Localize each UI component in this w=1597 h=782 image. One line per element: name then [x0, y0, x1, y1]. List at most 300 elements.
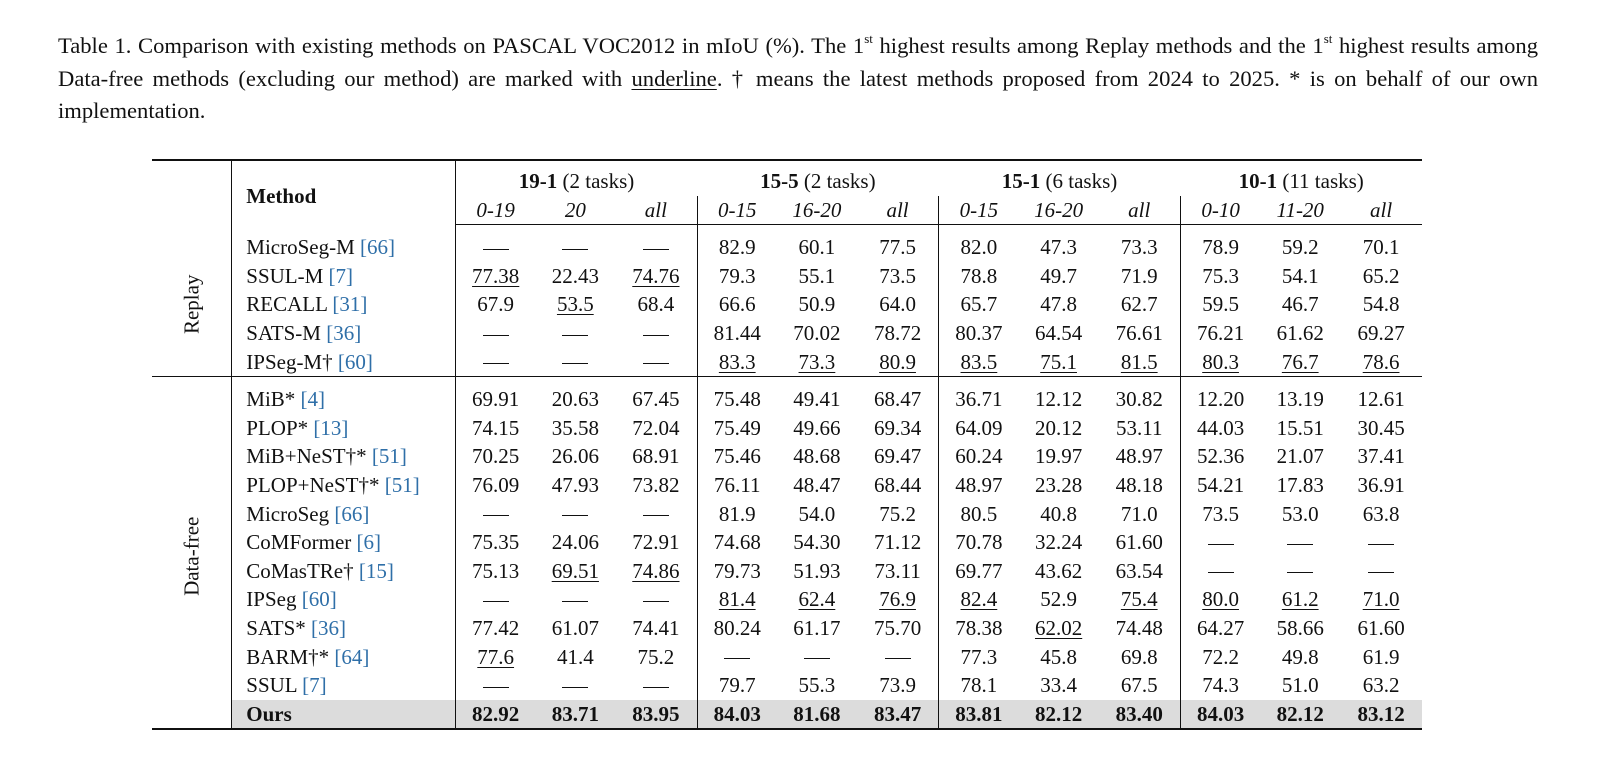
- cell-value: 54.30: [793, 530, 841, 555]
- cell-value: 84.03: [1196, 701, 1245, 726]
- cell-value: 74.41: [632, 615, 680, 640]
- citation-link[interactable]: [13]: [313, 415, 349, 440]
- citation-link[interactable]: [66]: [334, 501, 370, 526]
- cell-value: 72.91: [632, 530, 680, 555]
- cell-value: 64.09: [955, 415, 1003, 440]
- cell-value: 67.45: [632, 387, 680, 412]
- table-cell: [455, 528, 535, 557]
- citation-link[interactable]: [15]: [358, 558, 394, 583]
- table-cell: [615, 557, 697, 586]
- cell-value: 60.1: [798, 235, 836, 260]
- table-cell: [1099, 700, 1181, 730]
- cell-value: 12.12: [1034, 387, 1083, 412]
- table-cell: [1340, 643, 1422, 672]
- table-cell: [1180, 290, 1260, 319]
- table-row: [152, 377, 1422, 414]
- header-col-19-1-all: all: [615, 196, 697, 225]
- table-cell: [857, 557, 939, 586]
- table-cell: [1099, 262, 1181, 291]
- cell-value: 69.47: [873, 444, 922, 469]
- cell-value: 48.97: [955, 472, 1003, 497]
- cell-value: 61.60: [1115, 530, 1163, 555]
- cell-value: 83.3: [718, 349, 756, 374]
- cell-value: 78.38: [955, 615, 1003, 640]
- cell-value: 67.9: [477, 292, 515, 317]
- group-label-replay: Replay: [152, 225, 232, 377]
- cell-value: 54.21: [1196, 472, 1245, 497]
- table-cell: [615, 348, 697, 377]
- table-cell: [615, 225, 697, 262]
- cell-value: 77.5: [879, 235, 916, 260]
- method-name: SSUL-M [7]: [232, 262, 456, 291]
- table-cell: [1260, 700, 1340, 730]
- table-cell: [615, 262, 697, 291]
- cell-value: 69.77: [955, 558, 1003, 583]
- dash-mark: [562, 363, 588, 364]
- cell-value: 80.9: [879, 349, 916, 374]
- table-cell: [1260, 348, 1340, 377]
- table-cell: [535, 557, 615, 586]
- cell-value: 78.9: [1202, 235, 1239, 260]
- table-cell: [1260, 377, 1340, 414]
- table-row: [152, 671, 1422, 700]
- cell-value: 61.60: [1357, 615, 1405, 640]
- table-cell: [1260, 557, 1340, 586]
- table-cell: [697, 557, 777, 586]
- cell-value: 80.37: [955, 320, 1003, 345]
- dash-mark: [483, 363, 509, 364]
- table-cell: [455, 671, 535, 700]
- table-cell: [857, 500, 939, 529]
- citation-link[interactable]: [31]: [332, 292, 368, 317]
- cell-value: 83.71: [551, 701, 599, 726]
- table-cell: [1019, 643, 1099, 672]
- table-cell: [1260, 528, 1340, 557]
- method-name: MiB* [4]: [232, 377, 456, 414]
- cell-value: 64.27: [1196, 615, 1245, 640]
- table-row: [152, 442, 1422, 471]
- table-cell: [939, 614, 1019, 643]
- table-cell: [615, 500, 697, 529]
- header-setting-10-1: 10-1 (11 tasks): [1238, 169, 1364, 193]
- group-label-data-free: Data-free: [179, 517, 204, 597]
- method-name: MicroSeg-M [66]: [232, 225, 456, 262]
- table-cell: [455, 700, 535, 730]
- table-cell: [697, 528, 777, 557]
- table-cell: [857, 377, 939, 414]
- table-cell: [857, 414, 939, 443]
- table-cell: [535, 442, 615, 471]
- method-name: PLOP* [13]: [232, 414, 456, 443]
- header-col-15-1-all: all: [1099, 196, 1181, 225]
- table-cell: [535, 643, 615, 672]
- table-cell: [1099, 290, 1181, 319]
- cell-value: 12.20: [1196, 387, 1245, 412]
- header-col-15-5-all: all: [857, 196, 939, 225]
- cell-value: 59.5: [1202, 292, 1239, 317]
- citation-link[interactable]: [4]: [300, 387, 326, 412]
- cell-value: 76.61: [1115, 320, 1163, 345]
- caption-part-4: . † means the latest methods proposed from 2024 to 2025. * is on behalf of our own implementation.: [58, 65, 1539, 123]
- table-cell: [857, 319, 939, 348]
- header-col-10-1-11-20: 11-20: [1260, 196, 1340, 225]
- dash-mark: [1368, 572, 1394, 573]
- cell-value: 32.24: [1034, 530, 1083, 555]
- dash-mark: [562, 249, 588, 250]
- cell-value: 53.5: [556, 292, 594, 317]
- table-row: [152, 348, 1422, 377]
- table-cell: [1099, 643, 1181, 672]
- cell-value: 68.91: [632, 444, 680, 469]
- caption-superscript-2: st: [1323, 31, 1333, 47]
- table-cell: [1340, 500, 1422, 529]
- table-cell: [1340, 671, 1422, 700]
- cell-value: 81.68: [793, 701, 841, 726]
- table-cell: [615, 700, 697, 730]
- citation-link[interactable]: [6]: [356, 530, 382, 555]
- table-cell: [697, 348, 777, 377]
- table-cell: [1019, 585, 1099, 614]
- table-cell: [697, 225, 777, 262]
- cell-value: 73.3: [798, 349, 836, 374]
- table-cell: [1260, 442, 1340, 471]
- table-cell: [1340, 700, 1422, 730]
- table-row: [152, 290, 1422, 319]
- cell-value: 62.02: [1034, 615, 1083, 640]
- cell-value: 71.0: [1120, 501, 1158, 526]
- cell-value: 71.0: [1362, 587, 1400, 612]
- table-cell: [1099, 557, 1181, 586]
- cell-value: 83.81: [955, 701, 1003, 726]
- dash-mark: [643, 363, 669, 364]
- cell-value: 75.46: [713, 444, 761, 469]
- method-name: MiB+NeST†* [51]: [232, 442, 456, 471]
- cell-value: 69.91: [472, 387, 520, 412]
- cell-value: 83.95: [632, 701, 680, 726]
- cell-value: 74.3: [1202, 673, 1239, 698]
- table-cell: [939, 348, 1019, 377]
- table-cell: [1340, 377, 1422, 414]
- cell-value: 68.44: [873, 472, 922, 497]
- cell-value: 75.35: [472, 530, 520, 555]
- method-name: BARM†* [64]: [232, 643, 456, 672]
- cell-value: 76.7: [1281, 349, 1319, 374]
- citation-link[interactable]: [36]: [311, 615, 347, 640]
- table-cell: [535, 348, 615, 377]
- cell-value: 55.1: [798, 263, 836, 288]
- table-cell: [1099, 414, 1181, 443]
- table-cell: [777, 500, 857, 529]
- table-cell: [1099, 528, 1181, 557]
- table-cell: [1260, 614, 1340, 643]
- cell-value: 81.44: [713, 320, 761, 345]
- table-row: [152, 319, 1422, 348]
- table-cell: [939, 671, 1019, 700]
- table-cell: [615, 414, 697, 443]
- table-cell: [1099, 671, 1181, 700]
- header-row-settings: [152, 160, 1422, 196]
- method-name: RECALL [31]: [232, 290, 456, 319]
- cell-value: 81.4: [718, 587, 756, 612]
- cell-value: 82.12: [1034, 701, 1083, 726]
- cell-value: 77.6: [477, 644, 515, 669]
- cell-value: 52.36: [1196, 444, 1245, 469]
- method-name: IPSeg [60]: [232, 585, 456, 614]
- table-cell: [1340, 225, 1422, 262]
- cell-value: 69.34: [873, 415, 922, 440]
- cell-value: 80.0: [1202, 587, 1239, 612]
- table-cell: [1260, 643, 1340, 672]
- cell-value: 73.5: [879, 263, 916, 288]
- cell-value: 75.1: [1040, 349, 1077, 374]
- caption-part-3: highest results among Data-free methods (excluding our method) are marked with: [58, 33, 1538, 91]
- cell-value: 74.68: [713, 530, 761, 555]
- cell-value: 21.07: [1276, 444, 1324, 469]
- citation-link[interactable]: [7]: [302, 673, 327, 698]
- cell-value: 79.3: [718, 263, 756, 288]
- cell-value: 26.06: [551, 444, 599, 469]
- table-cell: [939, 585, 1019, 614]
- cell-value: 51.0: [1281, 673, 1319, 698]
- table-cell: [1180, 671, 1260, 700]
- cell-value: 65.7: [960, 292, 998, 317]
- table-row: [152, 643, 1422, 672]
- cell-value: 43.62: [1034, 558, 1083, 583]
- cell-value: 47.8: [1040, 292, 1077, 317]
- header-col-10-1-0-10: 0-10: [1180, 196, 1260, 225]
- cell-value: 70.25: [472, 444, 520, 469]
- caption-underline-word: underline: [631, 65, 717, 91]
- table-cell: [1340, 528, 1422, 557]
- citation-link[interactable]: [51]: [371, 444, 407, 469]
- dash-mark: [885, 658, 911, 659]
- cell-value: 48.47: [793, 472, 841, 497]
- citation-link[interactable]: [60]: [301, 587, 337, 612]
- cell-value: 51.93: [793, 558, 841, 583]
- cell-value: 71.12: [873, 530, 922, 555]
- method-name: MicroSeg [66]: [232, 500, 456, 529]
- table-cell: [939, 262, 1019, 291]
- method-name: PLOP+NeST†* [51]: [232, 471, 456, 500]
- cell-value: 46.7: [1281, 292, 1319, 317]
- table-cell: [1099, 442, 1181, 471]
- table-cell: [1340, 557, 1422, 586]
- cell-value: 58.66: [1276, 615, 1324, 640]
- cell-value: 63.54: [1115, 558, 1163, 583]
- header-col-10-1-all: all: [1340, 196, 1422, 225]
- table-cell: [1099, 471, 1181, 500]
- cell-value: 36.71: [955, 387, 1003, 412]
- table-cell: [1260, 290, 1340, 319]
- cell-value: 37.41: [1357, 444, 1405, 469]
- table-cell: [1180, 414, 1260, 443]
- table-cell: [1180, 643, 1260, 672]
- table-cell: [1340, 614, 1422, 643]
- cell-value: 78.72: [873, 320, 922, 345]
- table-row: [152, 500, 1422, 529]
- cell-value: 75.13: [472, 558, 520, 583]
- table-cell: [455, 557, 535, 586]
- dash-mark: [483, 515, 509, 516]
- table-cell: [939, 528, 1019, 557]
- cell-value: 54.1: [1281, 263, 1319, 288]
- table-cell: [777, 290, 857, 319]
- cell-value: 76.09: [472, 472, 520, 497]
- cell-value: 49.8: [1281, 644, 1319, 669]
- table-cell: [857, 643, 939, 672]
- dash-mark: [643, 335, 669, 336]
- cell-value: 63.2: [1362, 673, 1400, 698]
- cell-value: 44.03: [1196, 415, 1245, 440]
- table-cell: [857, 262, 939, 291]
- table-cell: [1260, 585, 1340, 614]
- header-col-15-5-0-15: 0-15: [697, 196, 777, 225]
- cell-value: 53.11: [1115, 415, 1163, 440]
- table-cell: [1340, 348, 1422, 377]
- cell-value: 73.82: [632, 472, 680, 497]
- table-cell: [535, 290, 615, 319]
- table-cell: [1019, 442, 1099, 471]
- table-row: [152, 585, 1422, 614]
- table-cell: [1099, 614, 1181, 643]
- table-cell: [1019, 557, 1099, 586]
- cell-value: 83.5: [960, 349, 998, 374]
- citation-link[interactable]: [64]: [334, 644, 370, 669]
- table-cell: [615, 585, 697, 614]
- table-cell: [1180, 528, 1260, 557]
- caption-part-2: highest results among Replay methods and the 1: [872, 33, 1324, 58]
- header-method: Method: [232, 160, 456, 225]
- cell-value: 59.2: [1281, 235, 1319, 260]
- cell-value: 73.5: [1202, 501, 1239, 526]
- table-cell: [535, 225, 615, 262]
- cell-value: 13.19: [1276, 387, 1324, 412]
- cell-value: 75.70: [873, 615, 922, 640]
- cell-value: 75.4: [1120, 587, 1158, 612]
- dash-mark: [643, 515, 669, 516]
- table-cell: [615, 442, 697, 471]
- cell-value: 47.3: [1040, 235, 1077, 260]
- table-cell: [777, 557, 857, 586]
- table-cell: [535, 414, 615, 443]
- cell-value: 68.4: [637, 292, 675, 317]
- table-cell: [697, 471, 777, 500]
- cell-value: 78.1: [960, 673, 998, 698]
- table-cell: [697, 319, 777, 348]
- dash-mark: [1287, 544, 1313, 545]
- cell-value: 75.2: [637, 644, 675, 669]
- cell-value: 12.61: [1357, 387, 1405, 412]
- dash-mark: [724, 658, 750, 659]
- table-cell: [1019, 471, 1099, 500]
- cell-value: 40.8: [1040, 501, 1077, 526]
- table-cell: [697, 442, 777, 471]
- cell-value: 79.7: [718, 673, 756, 698]
- cell-value: 78.8: [960, 263, 998, 288]
- table-cell: [1340, 262, 1422, 291]
- table-cell: [455, 290, 535, 319]
- table-cell: [939, 643, 1019, 672]
- cell-value: 73.3: [1120, 235, 1158, 260]
- table-cell: [455, 585, 535, 614]
- table-cell: [615, 614, 697, 643]
- cell-value: 48.68: [793, 444, 841, 469]
- table-cell: [1099, 500, 1181, 529]
- table-cell: [535, 585, 615, 614]
- table-cell: [939, 225, 1019, 262]
- header-col-19-1-20: 20: [535, 196, 615, 225]
- table-cell: [697, 671, 777, 700]
- table-cell: [1260, 471, 1340, 500]
- cell-value: 72.2: [1202, 644, 1239, 669]
- cell-value: 82.9: [718, 235, 756, 260]
- table-cell: [777, 471, 857, 500]
- cell-value: 50.9: [798, 292, 836, 317]
- table-cell: [1260, 319, 1340, 348]
- cell-value: 81.5: [1120, 349, 1158, 374]
- citation-link[interactable]: [66]: [360, 234, 396, 259]
- table-cell: [455, 414, 535, 443]
- cell-value: 45.8: [1040, 644, 1077, 669]
- cell-value: 74.86: [632, 558, 680, 583]
- cell-value: 30.82: [1115, 387, 1163, 412]
- table-cell: [1019, 500, 1099, 529]
- cell-value: 74.48: [1115, 615, 1163, 640]
- table-cell: [535, 700, 615, 730]
- table-cell: [535, 262, 615, 291]
- table-cell: [1019, 671, 1099, 700]
- cell-value: 75.3: [1202, 263, 1239, 288]
- table-cell: [1180, 557, 1260, 586]
- dash-mark: [643, 601, 669, 602]
- dash-mark: [483, 601, 509, 602]
- cell-value: 47.93: [551, 472, 599, 497]
- method-name: SATS* [36]: [232, 614, 456, 643]
- table-row-ours: [152, 700, 1422, 730]
- cell-value: 48.97: [1115, 444, 1163, 469]
- cell-value: 49.41: [793, 387, 841, 412]
- table-cell: [1180, 442, 1260, 471]
- table-cell: [697, 700, 777, 730]
- cell-value: 63.8: [1362, 501, 1400, 526]
- cell-value: 53.0: [1281, 501, 1319, 526]
- cell-value: 82.92: [472, 701, 520, 726]
- table-cell: [939, 414, 1019, 443]
- cell-value: 73.11: [874, 558, 921, 583]
- cell-value: 70.78: [955, 530, 1003, 555]
- table-cell: [1260, 500, 1340, 529]
- header-group-blank: [152, 160, 232, 225]
- citation-link[interactable]: [51]: [384, 472, 420, 497]
- cell-value: 81.9: [718, 501, 756, 526]
- cell-value: 64.0: [879, 292, 916, 317]
- cell-value: 82.12: [1276, 701, 1324, 726]
- table-cell: [1340, 414, 1422, 443]
- table-cell: [1180, 700, 1260, 730]
- table-cell: [1180, 471, 1260, 500]
- table-cell: [777, 671, 857, 700]
- cell-value: 78.6: [1362, 349, 1400, 374]
- table-caption: [58, 30, 1538, 128]
- table-cell: [697, 290, 777, 319]
- table-cell: [857, 225, 939, 262]
- citation-link[interactable]: [36]: [326, 320, 362, 345]
- citation-link[interactable]: [7]: [328, 263, 354, 288]
- table-cell: [1260, 671, 1340, 700]
- cell-value: 30.45: [1357, 415, 1405, 440]
- citation-link[interactable]: [60]: [337, 349, 373, 374]
- table-row: [152, 557, 1422, 586]
